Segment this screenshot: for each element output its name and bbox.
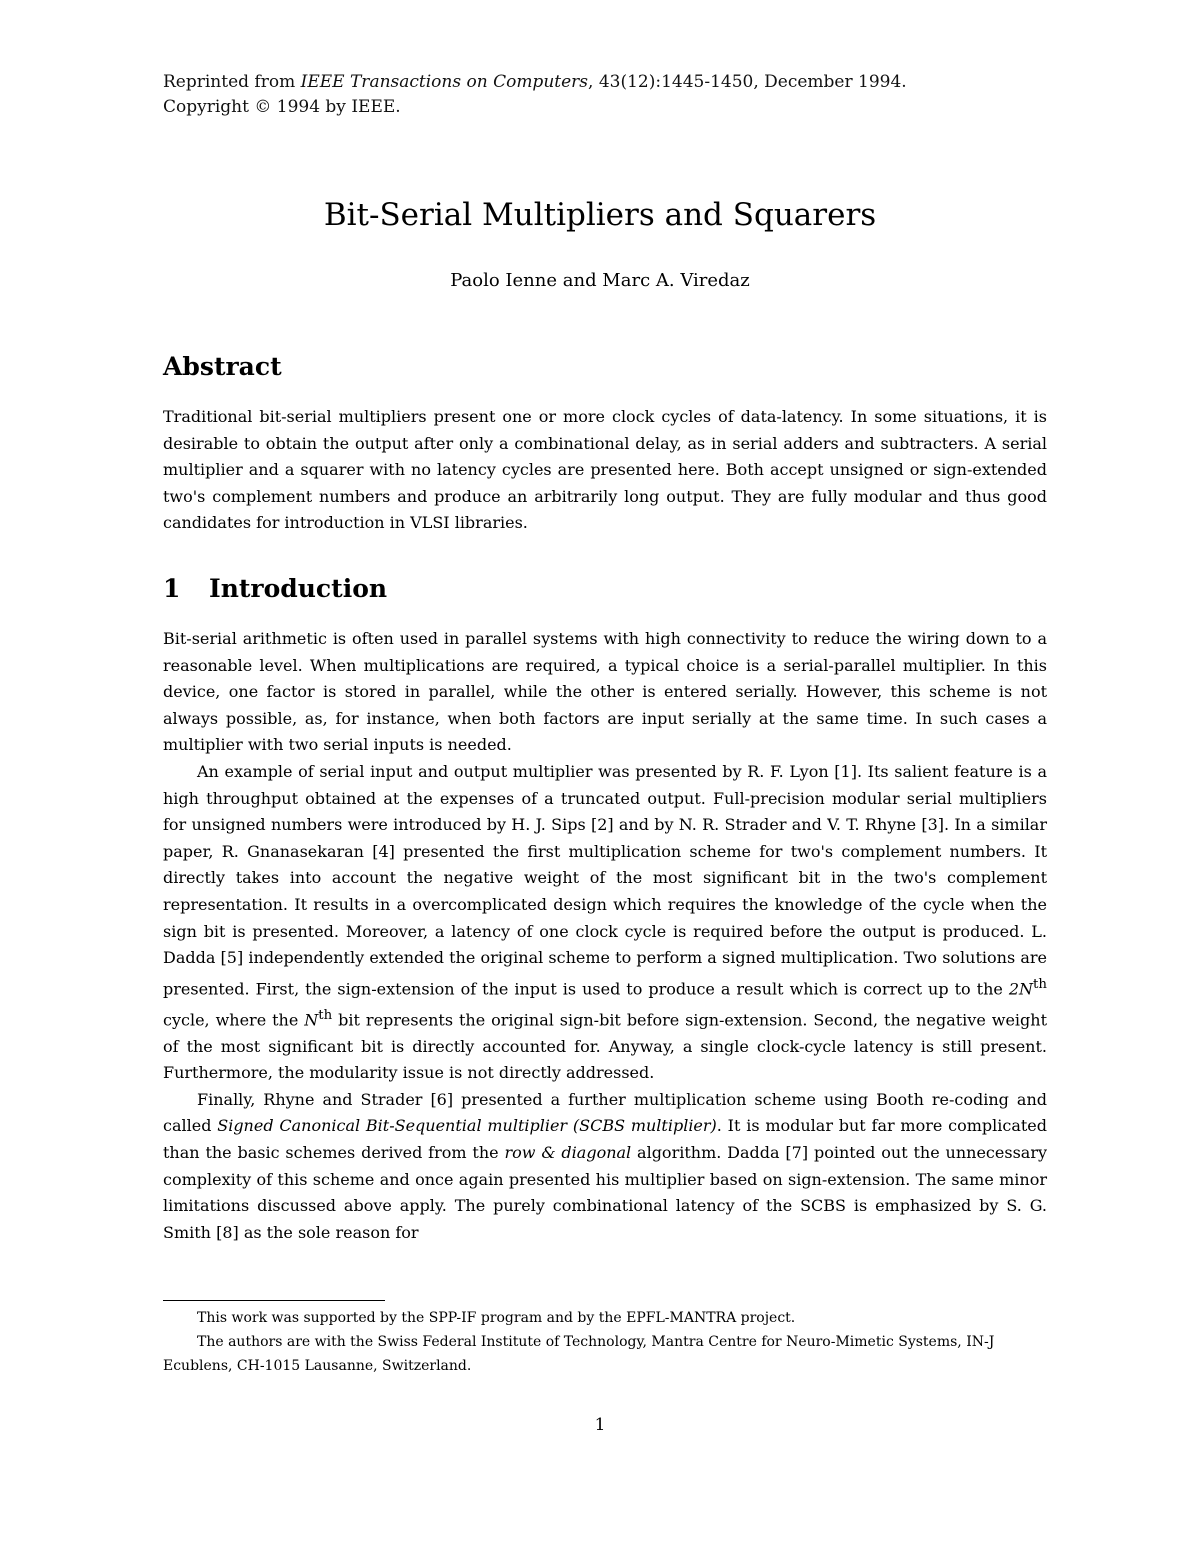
abstract-heading: Abstract xyxy=(163,352,282,381)
superscript-th-1: th xyxy=(1033,976,1047,992)
math-n: N xyxy=(304,1009,319,1029)
reprint-notice xyxy=(163,70,1063,120)
introduction-body xyxy=(163,626,1047,1246)
intro-paragraph-1: Bit-serial arithmetic is often used in parallel systems with high connectivity to reduce the wiring down to a reasonable level. When multiplications are required, a typical choice is a serial-parallel multiplier. In this device, one factor is stored in parallel, while the other is entered serially. However, this scheme is not always possible, as, for instance, when both factors are input serially at the same time. In such cases a multiplier with two serial inputs is needed. xyxy=(163,629,1047,755)
introduction-heading xyxy=(163,572,387,606)
math-2n: 2N xyxy=(1008,979,1034,999)
reprint-line xyxy=(163,70,1063,95)
reprint-prefix: Reprinted from xyxy=(163,72,301,92)
reprint-suffix: , 43(12):1445-1450, December 1994. xyxy=(588,72,907,92)
section-title: Introduction xyxy=(209,574,388,603)
paper-title: Bit-Serial Multipliers and Squarers xyxy=(323,197,877,233)
intro-paragraph-2 xyxy=(163,759,1047,1087)
scbs-term: Signed Canonical Bit-Sequential multiplier (SCBS multiplier) xyxy=(217,1116,717,1136)
intro-p3-text-b: . It is modular but far more complicated than the basic schemes derived from the xyxy=(163,1116,1048,1162)
abstract-paragraph: Traditional bit-serial multipliers present one or more clock cycles of data-latency. In some situations, it is desirable to obtain the output after only a combinational delay, as in serial adders and subtracters. A serial multiplier and a squarer with no latency cycles are presented here. Both accept unsigned or sign-extended two's complement numbers and produce an arbitrarily long output. They are fully modular and thus good candidates for introduction in VLSI libraries. xyxy=(163,407,1047,533)
footnotes xyxy=(163,1306,1047,1378)
abstract-body xyxy=(163,404,1047,537)
intro-p2-text-a: An example of serial input and output multiplier was presented by R. F. Lyon [1]. Its salient feature is a high throughput obtained at the expenses of a truncated output. Full-precision modular serial multipliers for unsigned numbers were introduced by H. J. Sips [2] and by N. R. Strader and V. T. Rhyne [3]. In a similar paper, R. Gnanasekaran [4] presented the first multiplication scheme for two's complement numbers. It directly takes into account the negative weight of the most significant bit in the two's complement representation. It results in a overcomplicated design which requires the knowledge of the cycle when the sign bit is presented. Moreover, a latency of one clock cycle is required before the output is produced. L. Dadda [5] independently extended the original scheme to perform a signed multiplication. Two solutions are presented. First, the sign-extension of the input is used to produce a result which is correct up to the xyxy=(163,761,1047,999)
page-number: 1 xyxy=(594,1415,606,1435)
journal-name: IEEE Transactions on Computers xyxy=(300,72,589,92)
copyright-line: Copyright © 1994 by IEEE. xyxy=(163,97,401,117)
intro-p3-text-a: Finally, Rhyne and Strader [6] presented a further multiplication scheme using Booth re-coding and called xyxy=(163,1089,1047,1136)
intro-p3-text-c: algorithm. Dadda [7] pointed out the unnecessary complexity of this scheme and once again presented his multiplier based on sign-extension. The same minor limitations discussed above apply. The purely combinational latency of the SCBS is emphasized by S. G. Smith [8] as the sole reason for xyxy=(163,1142,1048,1242)
intro-p2-text-c: bit represents the original sign-bit before sign-extension. Second, the negative weight of the most significant bit is directly accounted for. Anyway, a single clock-cycle latency is still present. Furthermore, the modularity issue is not directly addressed. xyxy=(163,1009,1048,1083)
intro-p2-text-b: cycle, where the xyxy=(163,1009,305,1029)
section-number: 1 xyxy=(163,574,181,603)
intro-paragraph-3 xyxy=(163,1087,1047,1247)
paper-authors: Paolo Ienne and Marc A. Viredaz xyxy=(450,270,750,291)
footnote-funding: This work was supported by the SPP-IF program and by the EPFL-MANTRA project. xyxy=(197,1310,796,1326)
superscript-th-2: th xyxy=(318,1007,333,1023)
footnote-affiliation: The authors are with the Swiss Federal Institute of Technology, Mantra Centre for Neuro-Mimetic Systems, IN-J Ecublens, CH-1015 Lausanne, Switzerland. xyxy=(163,1334,995,1374)
footnote-divider xyxy=(163,1300,385,1301)
row-diagonal-term: row & diagonal xyxy=(504,1142,632,1162)
